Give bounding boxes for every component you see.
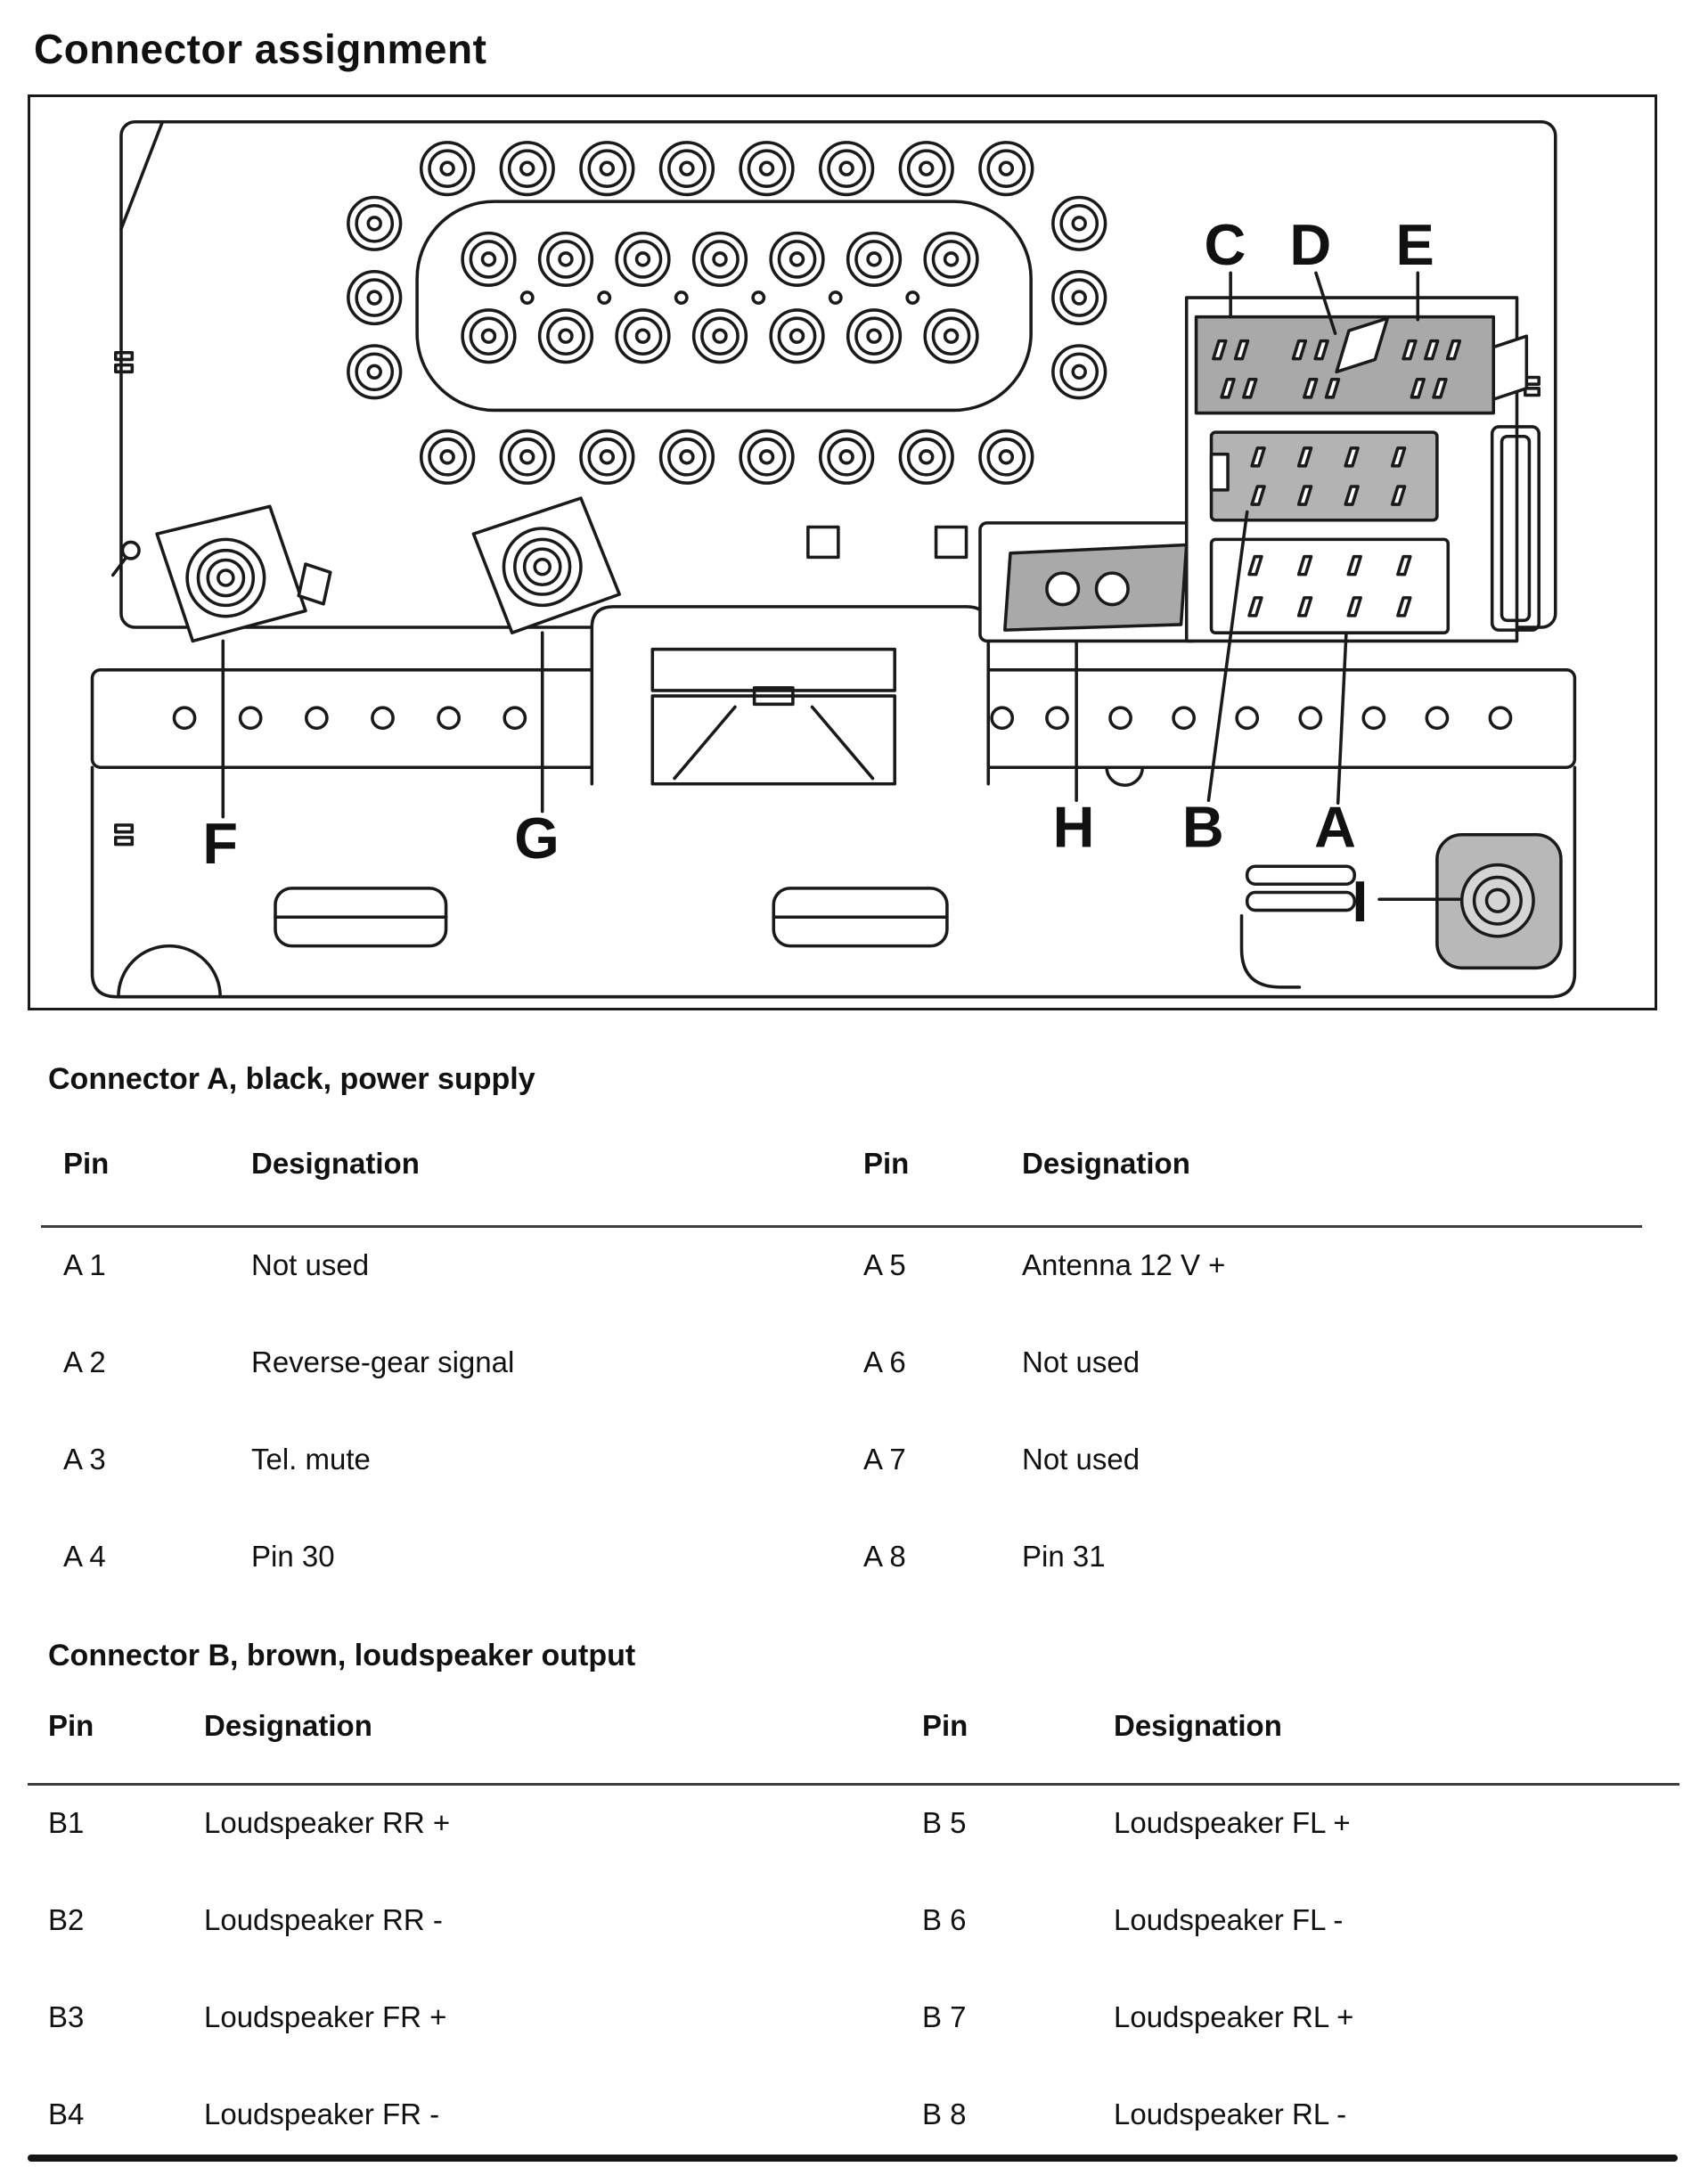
connector-a-header-row <box>63 1147 1672 1181</box>
connector-label-d: D <box>1289 212 1332 278</box>
pin-cell: A 1 <box>63 1248 106 1281</box>
pin-cell: A 3 <box>63 1443 106 1476</box>
designation-cell: Loudspeaker RR + <box>204 1806 451 1839</box>
pin-cell: B 8 <box>922 2097 967 2130</box>
col-header-pin: Pin <box>863 1147 910 1180</box>
vent-holes <box>348 143 1106 483</box>
designation-cell: Not used <box>251 1248 370 1281</box>
designation-cell: Not used <box>1022 1345 1140 1378</box>
table-row <box>63 1540 1672 1637</box>
pin-cell: A 4 <box>63 1540 106 1573</box>
table-row <box>63 1443 1672 1540</box>
pin-cell: B 7 <box>922 2000 967 2033</box>
connector-a-table <box>63 1147 1672 1637</box>
designation-cell: Loudspeaker RR - <box>204 1903 443 1936</box>
pin-cell: A 7 <box>863 1443 906 1476</box>
connector-h <box>980 523 1200 800</box>
pin-cell: B4 <box>48 2097 85 2130</box>
square-cutout-right <box>936 527 967 557</box>
table-row <box>63 1248 1672 1345</box>
designation-cell: Loudspeaker FR - <box>204 2097 440 2130</box>
connector-label-b: B <box>1181 794 1224 860</box>
connector-b-rows <box>48 1786 1672 2167</box>
radio-rear-view-diagram <box>30 97 1655 1008</box>
page-bottom-rule <box>28 2155 1678 2162</box>
connector-a-block <box>1212 539 1449 633</box>
table-row <box>63 1345 1672 1443</box>
connector-label-f: F <box>202 811 239 877</box>
connector-b-block <box>1212 432 1437 520</box>
case-corner-arc <box>118 946 220 997</box>
square-cutout-left <box>808 527 838 557</box>
antenna-connector-f <box>157 506 331 816</box>
page-title: Connector assignment <box>34 26 487 72</box>
col-header-pin: Pin <box>48 1709 94 1742</box>
screw-i <box>1379 835 1561 969</box>
table-row <box>48 1806 1672 1903</box>
col-header-designation: Designation <box>1114 1709 1282 1742</box>
pin-cell: B1 <box>48 1806 85 1839</box>
designation-cell: Pin 31 <box>1022 1540 1106 1573</box>
connector-label-g: G <box>514 805 560 871</box>
designation-cell: Pin 30 <box>251 1540 335 1573</box>
col-header-designation: Designation <box>204 1709 372 1742</box>
connector-label-h: H <box>1052 794 1095 860</box>
connector-label-e: E <box>1395 212 1434 278</box>
leader-line-a <box>1338 633 1346 803</box>
pin-cell: A 2 <box>63 1345 106 1378</box>
col-header-pin: Pin <box>63 1147 110 1180</box>
designation-cell: Loudspeaker FL + <box>1114 1806 1351 1839</box>
connector-a-rows <box>63 1228 1672 1637</box>
table-row <box>48 2000 1672 2097</box>
connector-label-a: A <box>1314 794 1357 860</box>
designation-cell: Reverse-gear signal <box>251 1345 515 1378</box>
col-header-pin: Pin <box>922 1709 968 1742</box>
pin-cell: B2 <box>48 1903 85 1936</box>
connector-label-c: C <box>1204 212 1246 278</box>
designation-cell: Loudspeaker FR + <box>204 2000 447 2033</box>
case-notch <box>1107 767 1142 785</box>
designation-cell: Loudspeaker RL + <box>1114 2000 1354 2033</box>
pin-cell: A 5 <box>863 1248 906 1281</box>
connector-a-section <box>0 1062 1708 1637</box>
pin-cell: B3 <box>48 2000 85 2033</box>
col-header-designation: Designation <box>1022 1147 1190 1180</box>
designation-cell: Not used <box>1022 1443 1140 1476</box>
pin-cell: A 8 <box>863 1540 906 1573</box>
designation-cell: Antenna 12 V + <box>1022 1248 1226 1281</box>
pin-cell: B 6 <box>922 1903 967 1936</box>
connector-label-i: I <box>1352 868 1369 934</box>
pin-cell: A 6 <box>863 1345 906 1378</box>
connector-b-heading: Connector B, brown, loudspeaker output <box>48 1639 636 1672</box>
col-header-designation: Designation <box>251 1147 420 1180</box>
center-bracket <box>592 607 988 784</box>
connector-b-table <box>48 1709 1672 2167</box>
diagram-frame <box>28 94 1657 1010</box>
connector-a-heading: Connector A, black, power supply <box>48 1062 535 1096</box>
designation-cell: Tel. mute <box>251 1443 371 1476</box>
table-row <box>48 1903 1672 2000</box>
designation-cell: Loudspeaker RL - <box>1114 2097 1347 2130</box>
connector-cde-strip <box>1197 317 1527 413</box>
designation-cell: Loudspeaker FL - <box>1114 1903 1344 1936</box>
connector-b-section <box>0 1639 1708 2167</box>
connector-b-header-row <box>48 1709 1672 1743</box>
pin-cell: B 5 <box>922 1806 967 1839</box>
